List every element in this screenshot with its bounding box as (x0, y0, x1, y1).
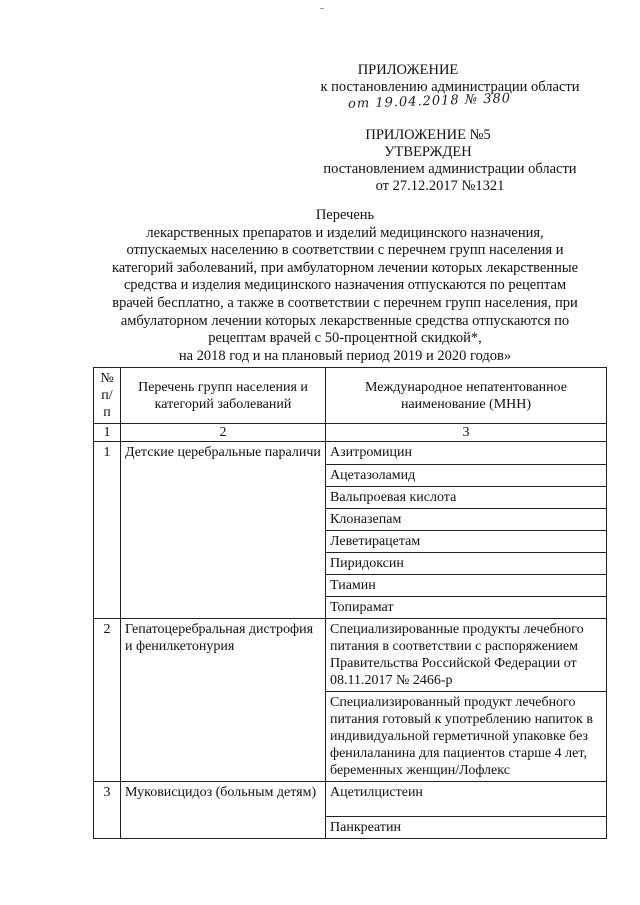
title-line: средства и изделия медицинского назначения отпускаются по рецептам (123, 277, 567, 294)
title-line: рецептам врачей с 50-процентной скидкой*, (208, 330, 482, 347)
group-name: Муковисцидоз (больным детям) (121, 782, 326, 839)
drug-name: Ацетилцистеин (326, 782, 607, 817)
drug-name: Специализированные продукты лечебного питания в соответствии с распоряжением Правительства Российской Федерации от 08.11.2017 № 2466-р (326, 619, 607, 692)
table-row (94, 619, 607, 692)
title-line: Перечень (315, 207, 375, 223)
group-name: Детские церебральные параличи (121, 442, 326, 619)
column-number: 2 (121, 424, 326, 442)
drug-name: Специализированный продукт лечебного питания готовый к употреблению напиток в индивидуальной герметичной упаковке без фенилаланина для пациентов старше 4 лет, беременных женщин/Лофлекс (326, 692, 607, 782)
title-line: на 2018 год и на плановый период 2019 и 2020 годов» (178, 347, 512, 364)
header-inn: Международное непатентованное наименование (МНН) (326, 368, 607, 424)
table-header-row (94, 368, 607, 424)
header-number: № п/п (94, 368, 121, 424)
drug-name: Пиридоксин (326, 553, 607, 575)
row-number: 2 (94, 619, 121, 782)
row-number: 1 (94, 442, 121, 619)
drug-name: Тиамин (326, 575, 607, 597)
document-title (110, 207, 580, 365)
drug-name: Леветирацетам (326, 531, 607, 553)
drug-name: Ацетазоламид (326, 465, 607, 487)
approved-by-label: постановлением администрации области (323, 161, 577, 177)
approved-date-label: от 27.12.2017 №1321 (375, 178, 505, 194)
handwritten-date-number: от 19.04.2018 № 380 (347, 91, 512, 112)
title-line: амбулаторном лечении которых лекарственные средства отпускаются по (120, 312, 570, 329)
group-name: Гепатоцеребральная дистрофия и фенилкетонурия (121, 619, 326, 782)
drug-name: Топирамат (326, 597, 607, 619)
row-number: 3 (94, 782, 121, 839)
drug-list-table (93, 367, 607, 839)
column-number: 3 (326, 424, 607, 442)
appendix-label: ПРИЛОЖЕНИЕ (357, 62, 459, 78)
appendix-5-label: ПРИЛОЖЕНИЕ №5 (365, 127, 491, 143)
scan-speck (320, 8, 324, 9)
drug-name: Вальпроевая кислота (326, 487, 607, 509)
approved-label: УТВЕРЖДЕН (384, 144, 472, 160)
title-line: отпускаемых населению в соответствии с перечнем групп населения и (126, 242, 564, 259)
appendix-to-label: к постановлению администрации области (320, 79, 580, 95)
title-line: категорий заболеваний, при амбулаторном лечении которых лекарственные (111, 259, 579, 276)
column-number-row (94, 424, 607, 442)
drug-name: Панкреатин (326, 817, 607, 839)
drug-name: Клоназепам (326, 509, 607, 531)
column-number: 1 (94, 424, 121, 442)
header-groups: Перечень групп населения и категорий заболеваний (121, 368, 326, 424)
table-row (94, 782, 607, 817)
table-row (94, 442, 607, 465)
title-line: врачей бесплатно, а также в соответствии с перечнем групп населения, при (112, 294, 578, 311)
drug-name: Азитромицин (326, 442, 607, 465)
title-line: лекарственных препаратов и изделий медицинского назначения, (146, 224, 544, 241)
